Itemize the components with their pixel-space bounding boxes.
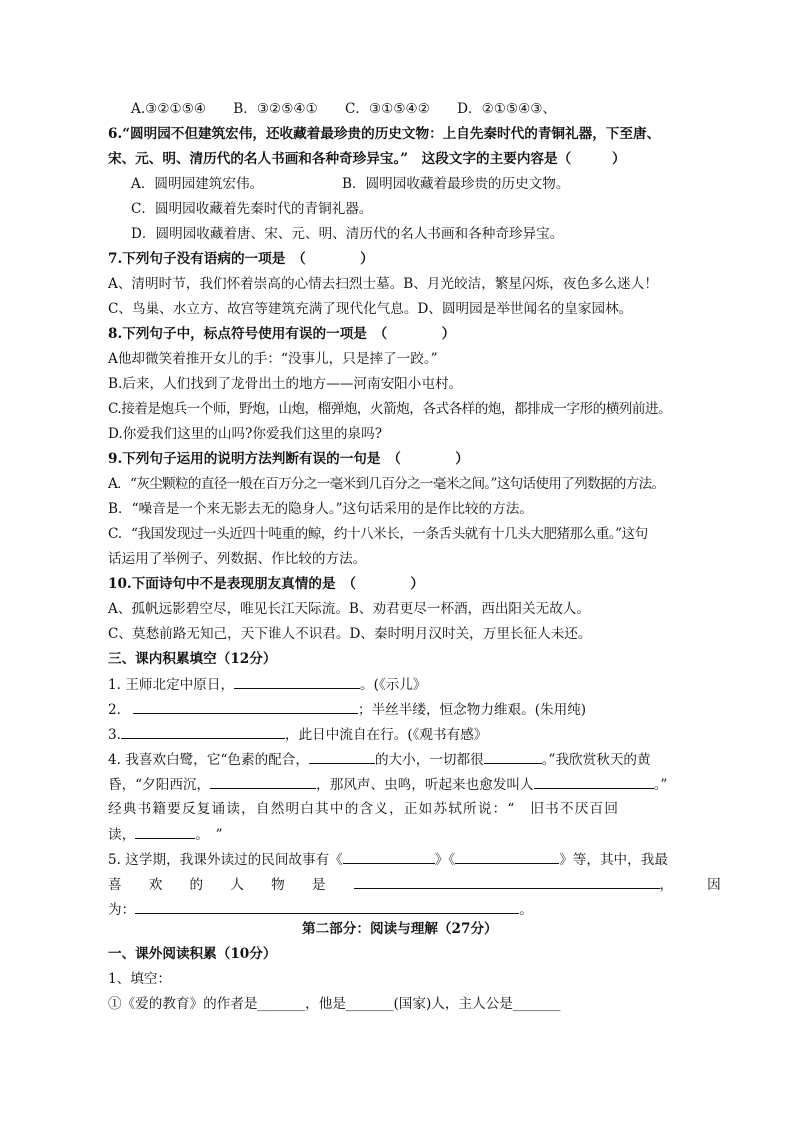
fill-4-blank-5[interactable] (135, 824, 195, 839)
q6-option-d: D．圆明园收藏着唐、宋、元、明、清历代的名人书画和各种奇珍异宝。 (131, 226, 564, 242)
part2-title: 第二部分：阅读与理解（27分） (302, 921, 498, 937)
q9-stem: 9.下列句子运用的说明方法判断有误的一句是 （ ） (108, 451, 469, 467)
q8-option-a: A他却微笑着推开女儿的手：“没事儿，只是摔了一跤。” (108, 351, 438, 367)
q6-stem-line2: 宋、元、明、清历代的名人书画和各种奇珍异宝。” 这段文字的主要内容是（ ） (108, 151, 626, 167)
fill-4-blank-3[interactable] (210, 774, 316, 789)
q7-stem: 7.下列句子没有语病的一项是 （ ） (108, 251, 374, 267)
q9-option-c-line1: C．“我国发现过一头近四十吨重的鲸，约十八米长，一条舌头就有十几头大肥猪那么重。”这句 (108, 526, 648, 542)
fill-5-blank-3[interactable] (354, 874, 660, 889)
fill-4-text-a: 4. 我喜欢白鹭，它“色素的配合， (108, 752, 309, 768)
fill-2-prefix: 2. (108, 702, 121, 718)
q6-option-b: B．圆明园收藏着最珍贵的历史文物。 (342, 176, 570, 192)
fill-3-prefix: 3. (108, 727, 121, 743)
fill-1-blank[interactable] (234, 674, 360, 689)
fill-4-line2 (108, 774, 667, 795)
q7-options-line2: C、鸟巢、水立方、故宫等建筑充满了现代化气息。D、圆明园是举世闻名的皇家园林。 (108, 301, 633, 317)
fill-5-text-a: 5. 这学期，我课外读过的民间故事有《 (108, 852, 343, 868)
fill-4-line1 (108, 749, 651, 770)
fill-5-line2 (108, 874, 721, 895)
q8-option-d: D.你爱我们这里的山吗?你爱我们这里的泉吗? (108, 426, 382, 442)
fill-4-line4 (108, 824, 223, 845)
fill-1 (108, 674, 427, 695)
fill-4-blank-2[interactable] (484, 749, 542, 764)
fill-5-text-d: 喜 欢 的 人 物 是 (108, 877, 326, 893)
q9-option-b: B．“噪音是一个来无影去无的隐身人。”这句话采用的是作比较的方法。 (108, 501, 533, 517)
fill-1-prefix: 1. 王师北定中原日， (108, 677, 235, 693)
fill-4-text-h: 读， (108, 827, 136, 843)
q10-options-line2: C、莫愁前路无知己，天下谁人不识君。D、秦时明月汉时关，万里长征人未还。 (108, 626, 592, 642)
q9-option-a: A．“灰尘颗粒的直径一般在百万分之一毫米到几百分之一毫米之间。”这句话使用了列数据的方法。 (108, 476, 665, 492)
fill-4-text-b: 的大小，一切都很 (374, 752, 484, 768)
fill-4-text-e: ，那风声、虫鸣，听起来也愈发叫人 (316, 777, 534, 793)
q7-options-line1: A、清明时节，我们怀着崇高的心情去扫烈士墓。B、月光皎洁，繁星闪烁，夜色多么迷人！ (108, 276, 658, 292)
fill-4-line3: 经典书籍要反复诵读，自然明白其中的含义，正如苏轼所说：“ 旧书不厌百回 (108, 801, 620, 817)
part2-sub1: 1、填空： (108, 971, 172, 987)
fill-5-blank-4[interactable] (135, 899, 519, 914)
fill-5-text-b: 》《 (434, 852, 456, 868)
part2-question1: ①《爱的教育》的作者是_______，他是_______(国家)人，主人公是_______ (108, 996, 561, 1012)
fill-4-blank-4[interactable] (534, 774, 654, 789)
fill-3-suffix: ，此日中流自在行。(《观书有感》 (284, 727, 488, 743)
q6-option-a: A．圆明园建筑宏伟。 (131, 176, 264, 192)
fill-5-text-c: 》等，其中，我最 (559, 852, 668, 868)
fill-2-suffix: ；半丝半缕，恒念物力维艰。(朱用纯) (357, 702, 587, 718)
q8-option-b: B.后来，人们找到了龙骨出土的地方——河南安阳小屯村。 (108, 376, 463, 392)
q8-option-c: C.接着是炮兵一个师，野炮，山炮，榴弹炮，火箭炮，各式各样的炮，都排成一字形的横列前进。 (108, 401, 672, 417)
fill-2 (108, 699, 586, 720)
fill-4-text-f: 。” (653, 777, 668, 793)
fill-3-blank[interactable] (121, 724, 285, 739)
part2-section1-title: 一、课外阅读积累（10分） (108, 946, 277, 962)
fill-2-blank[interactable] (133, 699, 358, 714)
q6-stem-line1: 6.“圆明园不但建筑宏伟，还收藏着最珍贵的历史文物：上自先秦时代的青铜礼器，下至唐、 (108, 126, 661, 142)
fill-5-text-g: 。 (519, 902, 533, 918)
q8-stem: 8.下列句子中，标点符号使用有误的一项是 （ ） (108, 326, 456, 342)
q6-option-c: C．圆明园收藏着先秦时代的青铜礼器。 (131, 201, 373, 217)
fill-4-blank-1[interactable] (309, 749, 375, 764)
fill-4-text-d: 昏，“夕阳西沉， (108, 777, 211, 793)
fill-5-blank-1[interactable] (343, 849, 435, 864)
q5-options: A.③②①⑤④ B．③②⑤④① C．③①⑤④② D．②①⑤④③、 (131, 101, 557, 117)
fill-4-text-c: 。”我欣赏秋天的黄 (541, 752, 651, 768)
fill-3 (108, 724, 487, 745)
fill-5-line1 (108, 849, 668, 870)
section3-title: 三、课内积累填空（12分） (108, 651, 277, 667)
fill-1-suffix: 。(《示儿》 (360, 677, 427, 693)
q10-stem: 10.下面诗句中不是表现朋友真情的是 （ ） (108, 576, 424, 592)
fill-5-blank-2[interactable] (455, 849, 559, 864)
fill-5-line3 (108, 899, 533, 920)
q9-option-c-line2: 话运用了举例子、列数据、作比较的方法。 (108, 551, 367, 567)
fill-5-text-e: ， 因 (659, 877, 721, 893)
fill-5-text-f: 为： (108, 902, 136, 918)
fill-4-text-i: 。 ” (195, 827, 223, 843)
q10-options-line1: A、孤帆远影碧空尽，唯见长江天际流。B、劝君更尽一杯酒，西出阳关无故人。 (108, 601, 590, 617)
